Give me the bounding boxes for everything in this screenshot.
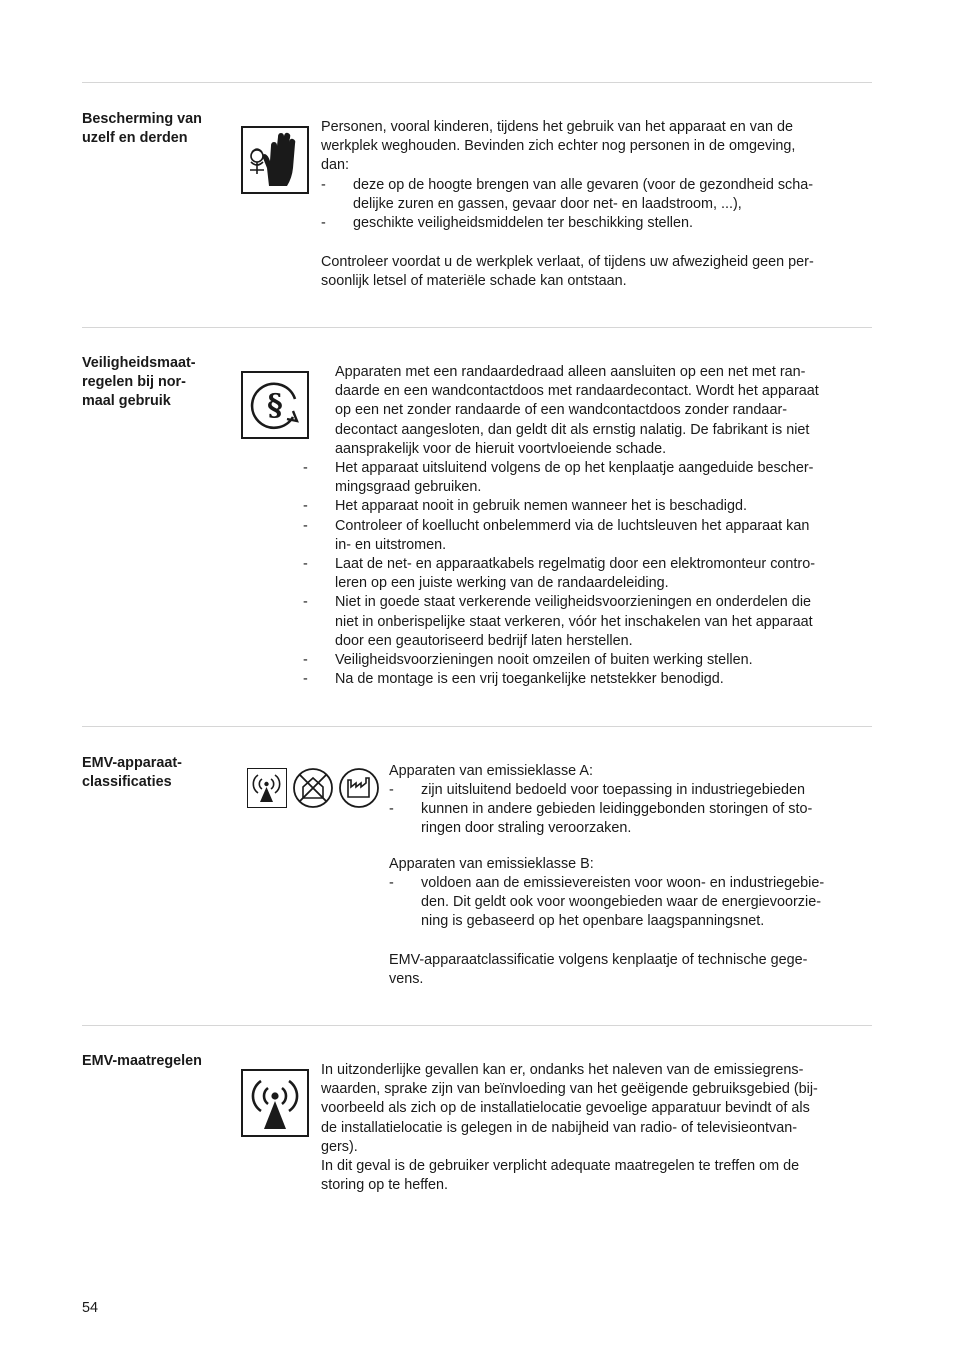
section-body-bescherming: Personen, vooral kinderen, tijdens het gebruik van het apparaat en van de werkplek weghouden. Bevinden zich echter nog personen in de omgeving, dan:: [321, 119, 796, 174]
bullet-list: [321, 176, 871, 234]
radio-emission-icon: [241, 1069, 309, 1137]
svg-text:§: §: [267, 388, 283, 423]
section-outro-emv-classificaties: EMV-apparaatclassificatie volgens kenplaatje of technische gege- vens.: [389, 952, 808, 988]
list-item: - deze op de hoogte brengen van alle gevaren (voor de gezondheid scha- delijke zuren en gassen, gevaar door net- en laadstroom, ...),: [321, 177, 814, 213]
list-item: - Het apparaat uitsluitend volgens de op het kenplaatje aangeduide bescher- mingsgraad gebruiken.: [303, 460, 814, 496]
list-item: - voldoen aan de emissievereisten voor woon- en industriegebie- den. Dit geldt ook voor woongebieden waar de energievoorzie- ning is gebaseerd op het openbare laagspanningsnet.: [389, 875, 825, 930]
paragraph-regulation-icon: [241, 371, 309, 439]
list-item: - Controleer of koellucht onbelemmerd via de luchtsleuven het apparaat kan in- en uitstromen.: [303, 517, 810, 553]
section-body-veiligheidsmaatregelen: Apparaten met een randaardedraad alleen aansluiten op een net met ran- daarde en een wandcontactdoos met randaardecontact. Wordt het apparaat op een net zonder randaarde of een wandcontactdoos zonder randaar- decontact aangesloten, dan geldt dit als ernstig nalatig. De fabrikant is niet aansprakelijk voor de hieruit voortvloeiende schade.: [335, 364, 819, 457]
section-divider: [82, 327, 872, 328]
class-b-label: Apparaten van emissieklasse B:: [389, 856, 594, 872]
list-item: - Laat de net- en apparaatkabels regelmatig door een elektromonteur contro- leren op een juiste werking van de randaardeleiding.: [303, 556, 815, 592]
section-heading-emv-maatregelen: EMV-maatregelen: [82, 1053, 202, 1069]
crossed-house-icon: [292, 767, 334, 809]
list-item: - Het apparaat nooit in gebruik nemen wanneer het is beschadigd.: [303, 498, 748, 515]
section-heading-bescherming: Bescherming van uzelf en derden: [82, 111, 202, 147]
list-item: - geschikte veiligheidsmiddelen ter beschikking stellen.: [321, 215, 693, 232]
list-item: - Veiligheidsvoorzieningen nooit omzeilen of buiten werking stellen.: [303, 652, 753, 669]
factory-icon: [338, 767, 380, 809]
bullet-list: [389, 781, 871, 839]
section-body-emv-classificaties: Apparaten van emissieklasse A:: [389, 763, 593, 779]
hand-stop-icon: [241, 126, 309, 194]
page-number: 54: [82, 1300, 99, 1316]
list-item: - zijn uitsluitend bedoeld voor toepassing in industriegebieden: [389, 782, 806, 798]
section-body-emv-maatregelen: In uitzonderlijke gevallen kan er, ondanks het naleven van de emissiegrens- waarden, sprake zijn van beïnvloeding van het geëigende gebruiksgebied (bij- voorbeeld als zich op de installatielocatie gevoelige apparatuur bevindt of als de installatielocatie is gelegen in de nabijheid van radio- of televisieontvan- gers). In dit geval is de gebruiker verplicht adequate maatregelen te treffen om de storing op te heffen.: [321, 1062, 818, 1194]
section-outro-bescherming: Controleer voordat u de werkplek verlaat, of tijdens uw afwezigheid geen per- soonlijk letsel of materiële schade kan ontstaan.: [321, 254, 814, 290]
section-heading-emv-classificaties: EMV-apparaat- classificaties: [82, 755, 182, 791]
bullet-list: [303, 459, 871, 689]
list-item: - Niet in goede staat verkerende veiligheidsvoorzieningen en onderdelen die niet in onberispelijke staat verkeren, vóór het inschakelen van het apparaat door een geautoriseerd bedrijf laten herstellen.: [303, 594, 813, 649]
list-item: - kunnen in andere gebieden leidinggebonden storingen of sto- ringen door straling veroorzaken.: [389, 801, 813, 837]
section-divider: [82, 1025, 872, 1026]
section-divider: [82, 726, 872, 727]
section-heading-veiligheidsmaatregelen: Veiligheidsmaat- regelen bij nor- maal gebruik: [82, 355, 196, 410]
section-divider: [82, 82, 872, 83]
list-item: - Na de montage is een vrij toegankelijke netstekker benodigd.: [303, 671, 724, 688]
bullet-list: [389, 874, 871, 932]
radio-emission-icon: [247, 768, 287, 808]
